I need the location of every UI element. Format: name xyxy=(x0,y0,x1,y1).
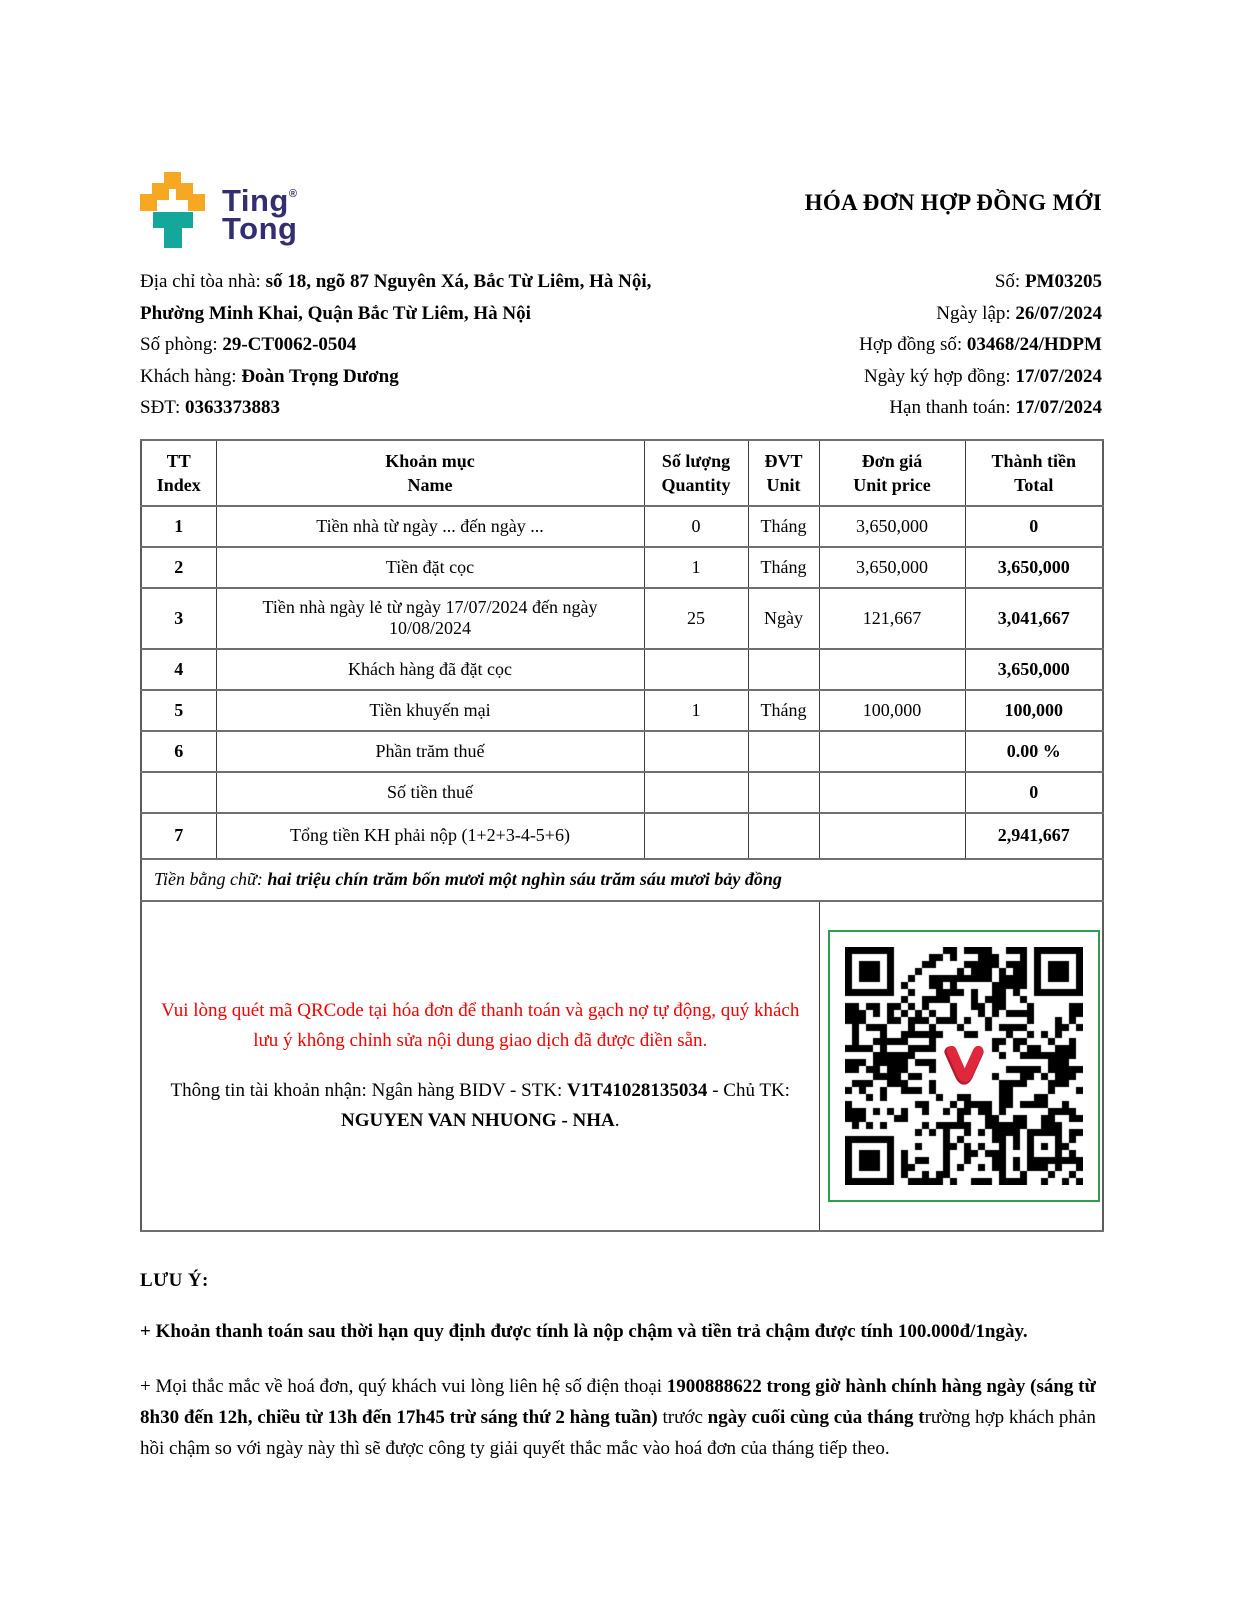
registered-mark: ® xyxy=(288,187,298,200)
payment-instructions xyxy=(141,901,819,1231)
vietqr-v-icon xyxy=(937,1039,991,1093)
invoice-number: Số: PM03205 xyxy=(994,271,1102,292)
issue-date: Ngày lập: 26/07/2024 xyxy=(936,302,1102,324)
table-row xyxy=(141,731,1103,772)
cell-name: Tiền đặt cọc xyxy=(216,547,644,588)
bank-account-info: Thông tin tài khoản nhận: Ngân hàng BIDV - STK: V1T41028135034 - Chủ TK: NGUYEN VAN NHUONG - NHA. xyxy=(170,1079,790,1131)
cell-quantity xyxy=(644,731,748,772)
col-header-unit: ĐVT Unit xyxy=(748,440,819,506)
cell-unit xyxy=(748,813,819,859)
cell-quantity: 25 xyxy=(644,588,748,649)
invoice-table xyxy=(140,439,1104,1232)
tingtong-wordmark: Ting® Tong xyxy=(222,182,298,246)
cell-total: 100,000 xyxy=(965,690,1103,731)
cell-name: Số tiền thuế xyxy=(216,772,644,813)
cell-unit-price xyxy=(819,772,965,813)
cell-quantity xyxy=(644,649,748,690)
cell-unit-price xyxy=(819,649,965,690)
cell-name: Tiền nhà ngày lẻ từ ngày 17/07/2024 đến ngày 10/08/2024 xyxy=(216,588,644,649)
cell-name: Tiền nhà từ ngày ... đến ngày ... xyxy=(216,506,644,547)
cell-unit: Ngày xyxy=(748,588,819,649)
customer-name: Khách hàng: Đoàn Trọng Dương xyxy=(140,365,399,387)
cell-total: 0 xyxy=(965,506,1103,547)
cell-unit-price: 3,650,000 xyxy=(819,506,965,547)
page-title: HÓA ĐƠN HỢP ĐỒNG MỚI xyxy=(804,190,1102,215)
note-hotline: + Mọi thắc mắc về hoá đơn, quý khách vui lòng liên hệ số điện thoại 1900888622 trong giờ hành chính hàng ngày (sáng từ 8h30 đến 12h, chiều từ 13h đến 17h45 trừ sáng thứ 2 hàng tuần) trước ngày cuối cùng của tháng trường hợp khách phản hồi chậm so với ngày này thì sẽ được công ty giải quyết thắc mắc vào hoá đơn của tháng tiếp theo. xyxy=(140,1375,1096,1459)
table-row xyxy=(141,506,1103,547)
qr-warning-text: Vui lòng quét mã QRCode tại hóa đơn để thanh toán và gạch nợ tự động, quý khách lưu ý không chỉnh sửa nội dung giao dịch đã được điền sẵn. xyxy=(161,999,800,1051)
cell-name: Phần trăm thuế xyxy=(216,731,644,772)
qr-code-cell xyxy=(819,901,1103,1231)
cell-unit-price: 3,650,000 xyxy=(819,547,965,588)
cell-total: 2,941,667 xyxy=(965,813,1103,859)
col-header-total: Thành tiền Total xyxy=(965,440,1103,506)
cell-unit: Tháng xyxy=(748,547,819,588)
col-header-index: TT Index xyxy=(141,440,216,506)
cell-name: Khách hàng đã đặt cọc xyxy=(216,649,644,690)
cell-quantity xyxy=(644,772,748,813)
cell-unit: Tháng xyxy=(748,506,819,547)
qr-code xyxy=(828,930,1100,1202)
table-row xyxy=(141,772,1103,813)
cell-index: 3 xyxy=(141,588,216,649)
tingtong-logo xyxy=(140,172,297,250)
cell-quantity: 1 xyxy=(644,690,748,731)
col-header-name: Khoản mục Name xyxy=(216,440,644,506)
cell-index: 1 xyxy=(141,506,216,547)
cell-unit xyxy=(748,731,819,772)
cell-total: 3,650,000 xyxy=(965,547,1103,588)
contract-number: Hợp đồng số: 03468/24/HDPM xyxy=(859,334,1102,355)
cell-total: 0.00 % xyxy=(965,731,1103,772)
cell-unit-price: 121,667 xyxy=(819,588,965,649)
table-row xyxy=(141,588,1103,649)
cell-unit-price xyxy=(819,731,965,772)
invoice-content xyxy=(140,172,1102,1464)
invoice-header xyxy=(140,172,1102,250)
cell-total: 3,041,667 xyxy=(965,588,1103,649)
cell-unit xyxy=(748,649,819,690)
col-header-quantity: Số lượng Quantity xyxy=(644,440,748,506)
cell-total: 3,650,000 xyxy=(965,649,1103,690)
contract-sign-date: Ngày ký hợp đồng: 17/07/2024 xyxy=(863,365,1102,387)
invoice-info xyxy=(140,266,1102,424)
building-address-line2: Phường Minh Khai, Quận Bắc Từ Liêm, Hà Nội xyxy=(140,302,531,324)
amount-in-words-row xyxy=(141,859,1103,901)
payment-due-date: Hạn thanh toán: 17/07/2024 xyxy=(889,397,1102,418)
cell-name: Tiền khuyến mại xyxy=(216,690,644,731)
cell-index: 2 xyxy=(141,547,216,588)
amount-in-words: Tiền bằng chữ: hai triệu chín trăm bốn mươi một nghìn sáu trăm sáu mươi bảy đồng xyxy=(141,859,1103,901)
invoice-meta xyxy=(688,266,1102,424)
cell-quantity xyxy=(644,813,748,859)
cell-unit-price: 100,000 xyxy=(819,690,965,731)
cell-total: 0 xyxy=(965,772,1103,813)
cell-name: Tổng tiền KH phải nộp (1+2+3-4-5+6) xyxy=(216,813,644,859)
table-row xyxy=(141,690,1103,731)
tingtong-logo-icon xyxy=(140,172,206,250)
qr-section-row xyxy=(141,901,1103,1231)
building-address-line1: Địa chỉ tòa nhà: số 18, ngõ 87 Nguyên Xá, Bắc Từ Liêm, Hà Nội, xyxy=(140,271,652,292)
room-number: Số phòng: 29-CT0062-0504 xyxy=(140,334,357,355)
customer-info xyxy=(140,266,688,424)
cell-index xyxy=(141,772,216,813)
cell-index: 7 xyxy=(141,813,216,859)
cell-unit: Tháng xyxy=(748,690,819,731)
table-row xyxy=(141,649,1103,690)
cell-quantity: 1 xyxy=(644,547,748,588)
customer-phone: SĐT: 0363373883 xyxy=(140,397,280,418)
cell-index: 5 xyxy=(141,690,216,731)
table-row-grand-total xyxy=(141,813,1103,859)
col-header-unit-price: Đơn giá Unit price xyxy=(819,440,965,506)
notes-heading: LƯU Ý: xyxy=(140,1269,209,1291)
cell-index: 6 xyxy=(141,731,216,772)
table-header-row xyxy=(141,440,1103,506)
cell-unit xyxy=(748,772,819,813)
cell-quantity: 0 xyxy=(644,506,748,547)
notes-section xyxy=(140,1270,1102,1464)
note-late-payment: + Khoản thanh toán sau thời hạn quy định được tính là nộp chậm và tiền trả chậm được tính 100.000đ/1ngày. xyxy=(140,1320,1028,1342)
cell-index: 4 xyxy=(141,649,216,690)
table-row xyxy=(141,547,1103,588)
cell-unit-price xyxy=(819,813,965,859)
